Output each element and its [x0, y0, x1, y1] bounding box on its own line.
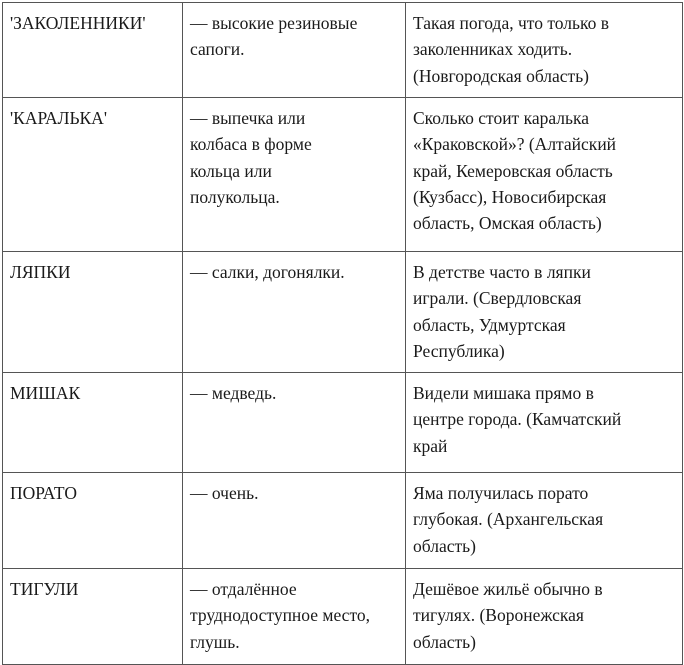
meaning-cell — [183, 569, 406, 665]
meaning-cell — [183, 373, 406, 473]
word-text: 'КАРАЛЬКА' — [10, 108, 107, 128]
table-row — [3, 3, 683, 98]
example-text: В детстве часто в ляпки играли. (Свердловская область, Удмуртская Республика) — [413, 262, 591, 361]
word-text: 'ЗАКОЛЕННИКИ' — [10, 13, 146, 33]
meaning-cell — [183, 473, 406, 569]
word-cell — [3, 98, 183, 252]
table-row — [3, 252, 683, 373]
meaning-cell — [183, 98, 406, 252]
meaning-text: — очень. — [190, 483, 259, 503]
table-row — [3, 98, 683, 252]
example-cell — [406, 473, 683, 569]
dialect-words-table — [2, 2, 683, 665]
example-cell — [406, 3, 683, 98]
table-row — [3, 569, 683, 665]
meaning-text: — отдалённое труднодоступное место, глушь. — [190, 579, 370, 652]
meaning-text: — медведь. — [190, 383, 277, 403]
example-text: Дешёвое жильё обычно в тигулях. (Воронежская область) — [413, 579, 603, 652]
example-text: Такая погода, что только в заколенниках ходить. (Новгородская область) — [413, 13, 609, 86]
meaning-text: — салки, догонялки. — [190, 262, 345, 282]
meaning-text: — высокие резиновые сапоги. — [190, 13, 358, 60]
table-row — [3, 373, 683, 473]
example-cell — [406, 98, 683, 252]
meaning-cell — [183, 252, 406, 373]
example-text: Сколько стоит каралька «Краковской»? (Алтайский край, Кемеровская область (Кузбасс), Новосибирская область, Омская область) — [413, 108, 617, 234]
example-cell — [406, 252, 683, 373]
word-text: ТИГУЛИ — [10, 579, 79, 599]
example-text: Яма получилась порато глубокая. (Архангельская область) — [413, 483, 604, 556]
word-cell — [3, 3, 183, 98]
example-text: Видели мишака прямо в центре города. (Камчатский край — [413, 383, 622, 456]
word-text: ЛЯПКИ — [10, 262, 71, 282]
meaning-text: — выпечка или колбаса в форме кольца или полукольца. — [190, 108, 312, 207]
word-cell — [3, 569, 183, 665]
table-row — [3, 473, 683, 569]
word-cell — [3, 473, 183, 569]
meaning-cell — [183, 3, 406, 98]
word-cell — [3, 252, 183, 373]
word-text: ПОРАТО — [10, 483, 77, 503]
word-text: МИШАК — [10, 383, 81, 403]
word-cell — [3, 373, 183, 473]
example-cell — [406, 373, 683, 473]
example-cell — [406, 569, 683, 665]
